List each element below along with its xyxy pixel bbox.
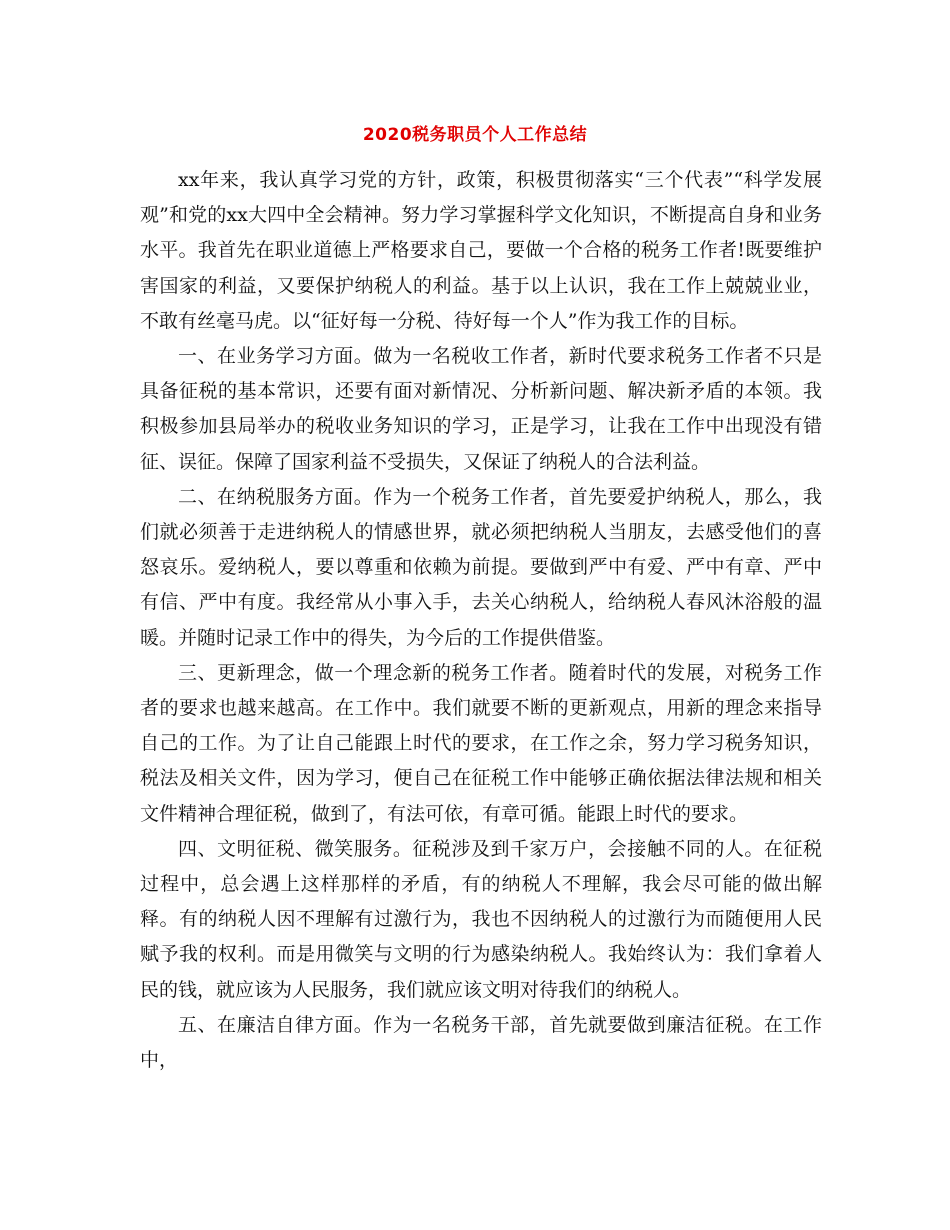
- paragraph-integrity: 五、在廉洁自律方面。作为一名税务干部，首先就要做到廉洁征税。在工作中，: [140, 1013, 822, 1072]
- paragraph-intro: xx年来，我认真学习党的方针，政策，积极贯彻落实“三个代表”“科学发展观”和党的xx大四中全会精神。努力学习掌握科学文化知识，不断提高自身和业务水平。我首先在职业道德上严格要求自己，要做一个合格的税务工作者!既要维护害国家的利益，又要保护纳税人的利益。基于以上认识，我在工作上兢兢业业，不敢有丝毫马虎。以“征好每一分税、待好每一个人”作为我工作的目标。: [140, 169, 822, 332]
- paragraph-new-concepts: 三、更新理念，做一个理念新的税务工作者。随着时代的发展，对税务工作者的要求也越来越高。在工作中。我们就要不断的更新观点，用新的理念来指导自己的工作。为了让自己能跟上时代的要求，在工作之余，努力学习税务知识，税法及相关文件，因为学习，便自己在征税工作中能够正确依据法律法规和相关文件精神合理征税，做到了，有法可依，有章可循。能跟上时代的要求。: [140, 661, 822, 825]
- paragraph-business-study: 一、在业务学习方面。做为一名税收工作者，新时代要求税务工作者不只是具备征税的基本常识，还要有面对新情况、分析新问题、解决新矛盾的本领。我积极参加县局举办的税收业务知识的学习，正是学习，让我在工作中出现没有错征、误征。保障了国家利益不受损失，又保证了纳税人的合法利益。: [140, 345, 822, 473]
- document-title: 2020税务职员个人工作总结: [362, 125, 588, 145]
- paragraph-civilized-tax: 四、文明征税、微笑服务。征税涉及到千家万户，会接触不同的人。在征税过程中，总会遇上这样那样的矛盾，有的纳税人不理解，我会尽可能的做出解释。有的纳税人因不理解有过激行为，我也不因纳税人的过激行为而随便用人民赋予我的权利。而是用微笑与文明的行为感染纳税人。我始终认为：我们拿着人民的钱，就应该为人民服务，我们就应该文明对待我们的纳税人。: [140, 837, 822, 1001]
- paragraph-taxpayer-service: 二、在纳税服务方面。作为一个税务工作者，首先要爱护纳税人，那么，我们就必须善于走进纳税人的情感世界，就必须把纳税人当朋友，去感受他们的喜怒哀乐。爱纳税人，要以尊重和依赖为前提。要做到严中有爱、严中有章、严中有信、严中有度。我经常从小事入手，去关心纳税人，给纳税人春风沐浴般的温暖。并随时记录工作中的得失，为今后的工作提供借鉴。: [140, 485, 822, 649]
- document-body: [140, 163, 822, 1078]
